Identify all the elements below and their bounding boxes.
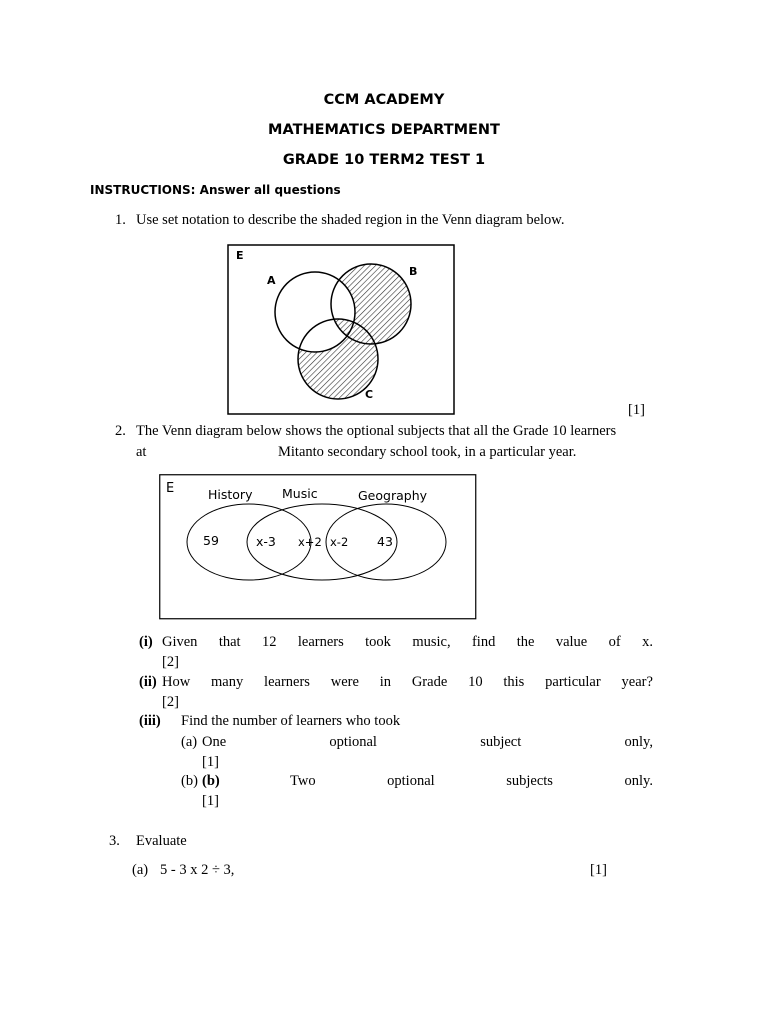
q2-part-iii-a-text [202,734,653,751]
q2-part-ii-word: Grade [411,674,448,690]
instructions [90,183,341,197]
q2-part-i-word: of [608,634,621,650]
q2-part-iii-b-text [290,773,653,790]
q1-label-e: E [236,249,244,262]
q2-part-iii-a-word: One [202,734,227,750]
q2-part-ii-word: in [379,674,392,690]
q2-part-ii-marks: [2] [162,694,179,710]
q3-number: 3. [109,833,120,849]
q2-label-history: History [208,487,253,502]
q2-label-music: Music [282,486,318,501]
q3-text: Evaluate [136,833,187,849]
q2-part-iii-b-label: (b) [181,773,198,789]
department-name: MATHEMATICS DEPARTMENT [268,122,500,138]
q1-text: Use set notation to describe the shaded region in the Venn diagram below. [136,212,565,228]
q2-part-i-word: learners [297,634,344,650]
q2-region-history-only: 59 [203,533,219,548]
q2-number: 2. [115,423,126,439]
q2-part-ii-word: 10 [468,674,483,690]
q1-venn-diagram [227,244,455,416]
q2-part-iii-a-label: (a) [181,734,198,750]
q2-part-ii-word: How [162,674,191,690]
q2-part-i-word: music, [412,634,451,650]
q3-a-marks: [1] [590,862,607,878]
q2-part-i-word: the [516,634,535,650]
q2-part-iii-a-word: subject [480,734,522,750]
q2-part-i-word: find [471,634,496,650]
q1-label-a: A [267,274,276,287]
q2-part-i-word: 12 [261,634,277,650]
q2-part-ii-text [162,674,653,691]
test-title: GRADE 10 TERM2 TEST 1 [282,152,486,168]
q2-part-i-word: x. [642,634,653,650]
q1-label-c: C [365,388,374,401]
q2-text-at: at [136,444,147,460]
q2-region-history-music: x-3 [256,534,276,549]
q2-part-iii-a-marks: [1] [202,754,219,770]
q3-a-label: (a) [132,862,149,878]
q2-part-iii-b-word: optional [387,773,435,789]
q2-part-iii-text: Find the number of learners who took [181,713,401,729]
q2-part-iii-b-word: subjects [506,773,553,789]
q2-region-music-only: x+2 [298,535,322,549]
q1-label-b: B [409,265,418,278]
q2-part-i-marks: [2] [162,654,179,670]
q2-part-i-label: (i) [139,634,153,650]
q2-part-i-word: took [365,634,391,650]
q2-part-ii-label: (ii) [139,674,157,690]
q2-label-geography: Geography [358,488,428,503]
q2-part-iii-b-word: only. [624,773,653,789]
q2-label-e: E [166,481,175,496]
q2-text-line1: The Venn diagram below shows the optional subjects that all the Grade 10 learners [136,423,617,439]
q2-part-ii-word: year? [621,674,653,690]
q2-part-iii-b-bold-label: (b) [202,773,220,789]
q2-part-ii-word: particular [545,674,601,690]
q2-venn-diagram [159,474,477,620]
q2-part-iii-b-word: Two [290,773,316,789]
q2-part-i-word: that [218,634,241,650]
q1-marks: [1] [628,402,645,418]
q2-part-ii-word: many [211,674,244,690]
q2-part-iii-b-marks: [1] [202,793,219,809]
q2-part-iii-a-word: only, [624,734,653,750]
q2-part-i-text [162,634,653,651]
q2-part-iii-a-word: optional [329,734,377,750]
q2-region-geography-only: 43 [377,534,393,549]
instructions-text: Answer all questions [199,183,341,197]
q2-part-iii-label: (iii) [139,713,161,729]
q2-part-ii-word: learners [264,674,310,690]
q2-text-line2: Mitanto secondary school took, in a particular year. [278,444,577,460]
q2-part-ii-word: this [503,674,525,690]
school-name: CCM ACADEMY [323,92,445,108]
instructions-label: INSTRUCTIONS: [90,183,196,197]
q2-part-i-word: value [555,634,588,650]
q2-part-ii-word: were [330,674,359,690]
q1-number: 1. [115,212,126,228]
q2-part-i-word: Given [162,634,198,650]
q2-region-music-geography: x-2 [330,535,349,549]
q3-a-expression: 5 - 3 x 2 ÷ 3, [160,862,235,878]
